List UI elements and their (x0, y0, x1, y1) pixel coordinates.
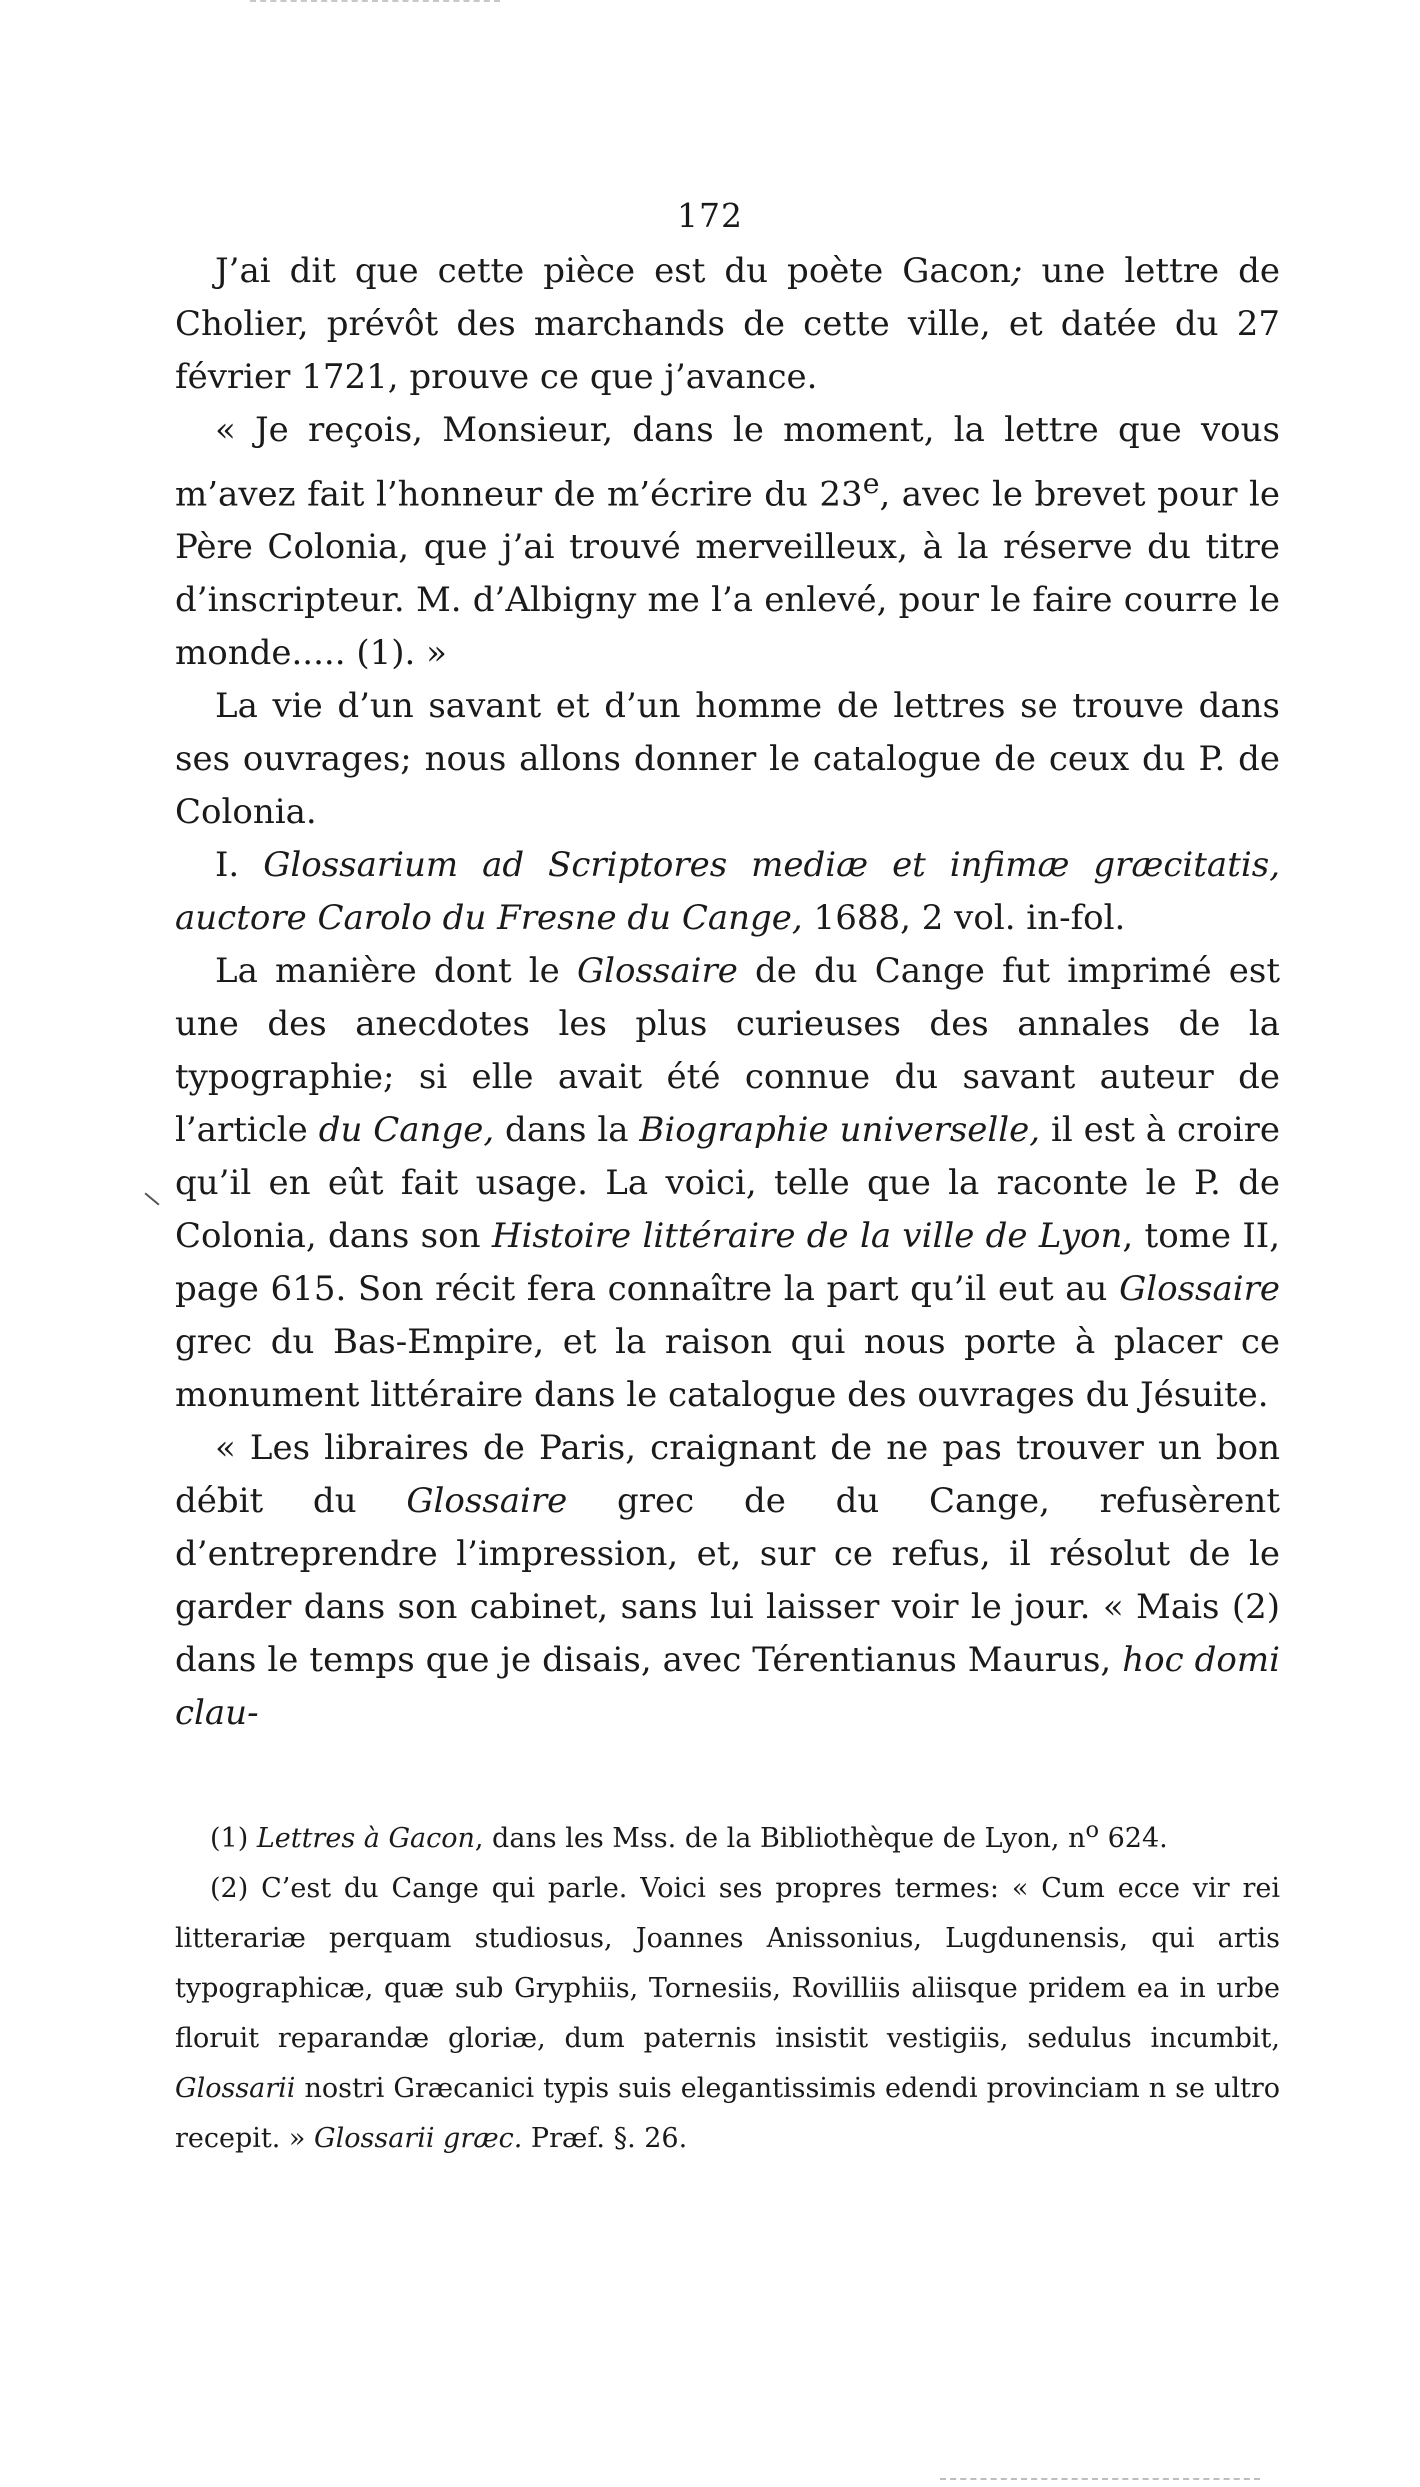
text-run: dans la (494, 1110, 640, 1151)
superscript-text: o (1085, 1817, 1100, 1843)
text-run: I. (215, 845, 264, 886)
page-number: 172 (677, 196, 743, 235)
italic-text: Glossaire (576, 951, 738, 992)
text-run: La manière dont le (215, 951, 577, 992)
italic-text: Biographie universelle, (639, 1110, 1041, 1151)
text-run: 624. (1099, 1823, 1168, 1854)
text-run: Præf. §. 26. (522, 2123, 688, 2154)
text-run: J’ai dit que cette pièce est du poète Gacon (215, 251, 1012, 291)
text-run: nostri Græcanici typis suis elegantissimis edendi provinciam n se ultro recepit. » (175, 2073, 1280, 2154)
text-run: (1) (210, 1823, 257, 1854)
text-run: 1688, 2 vol. in-fol. (802, 898, 1126, 939)
paragraph (175, 245, 1280, 404)
text-run: de du Cange fut imprimé est une des anecdotes les plus curieuses des annales de la typographie; si elle avait été connue du savant auteur de l’article (175, 951, 1280, 1151)
main-text (175, 245, 1280, 1740)
italic-text: Glossarii (175, 2073, 296, 2104)
italic-text: Lettres à Gacon (256, 1823, 475, 1854)
bottom-edge-rule (940, 2478, 1260, 2483)
footnote (175, 1864, 1280, 2164)
italic-text: Histoire littéraire de la ville de Lyon (491, 1216, 1123, 1257)
text-run: une lettre de Cholier, prévôt des marchands de cette ville, et datée du 27 février 1721, prouve ce que j’avance. (175, 251, 1280, 397)
italic-text: ; (1011, 251, 1042, 291)
paragraph (175, 1422, 1280, 1740)
paragraph (175, 839, 1280, 945)
italic-text: du Cange, (318, 1110, 495, 1151)
text-run: « Les libraires de Paris, craignant de ne pas trouver un bon débit du (175, 1428, 1280, 1522)
italic-text: hoc domi clau- (175, 1640, 1280, 1734)
paragraph (175, 404, 1280, 680)
text-run: grec du Bas-Empire, et la raison qui nous porte à placer ce monument littéraire dans le catalogue des ouvrages du Jésuite. (175, 1322, 1280, 1416)
paragraph (175, 945, 1280, 1422)
italic-text: Glossarii græc. (314, 2123, 523, 2154)
text-run: grec de du Cange, refusèrent d’entreprendre l’impression, et, sur ce refus, il résolut de le garder dans son cabinet, sans lui laisser voir le jour. « Mais (2) dans le temps que je disais, avec Térentianus Maurus, (175, 1481, 1280, 1681)
footnotes (175, 1805, 1280, 2164)
top-edge-rule (250, 0, 500, 5)
text-run: il est à croire qu’il en eût fait usage. La voici, telle que la raconte le P. de Colonia, dans son (175, 1110, 1280, 1257)
text-run: La vie d’un savant et d’un homme de lettres se trouve dans ses ouvrages; nous allons donner le catalogue de ceux du P. de Colonia. (175, 686, 1280, 833)
italic-text: Glossaire (1119, 1269, 1280, 1310)
text-run: , dans les Mss. de la Bibliothèque de Lyon, n (474, 1823, 1086, 1854)
text-run: , avec le brevet pour le Père Colonia, que j’ai trouvé merveilleux, à la réserve du titre d’inscripteur. M. d’Albigny me l’a enlevé, pour le faire courre le monde..... (1). » (175, 474, 1281, 674)
text-run: (2) C’est du Cange qui parle. Voici ses propres termes: « Cum ecce vir rei litterariæ perquam studiosus, Joannes Anissonius, Lugdunensis, qui artis typographicæ, quæ sub Gryphiis, Tornesiis, Rovilliis aliisque pridem ea in urbe floruit reparandæ gloriæ, dum paternis insistit vestigiis, sedulus incumbit, (175, 1873, 1280, 2054)
italic-text: Glossarium ad Scriptores mediæ et infimæ græcitatis, auctore Carolo du Fresne du Cange, (175, 845, 1280, 939)
italic-text: Glossaire (406, 1481, 568, 1522)
text-run: , tome II, page 615. Son récit fera connaître la part qu’il eut au (175, 1216, 1281, 1310)
footnote (175, 1805, 1280, 1864)
margin-mark (144, 1192, 159, 1205)
superscript-text: e (862, 467, 880, 500)
text-run: « Je reçois, Monsieur, dans le moment, la lettre que vous m’avez fait l’honneur de m’écrire du 23 (175, 410, 1280, 515)
paragraph (175, 680, 1280, 839)
